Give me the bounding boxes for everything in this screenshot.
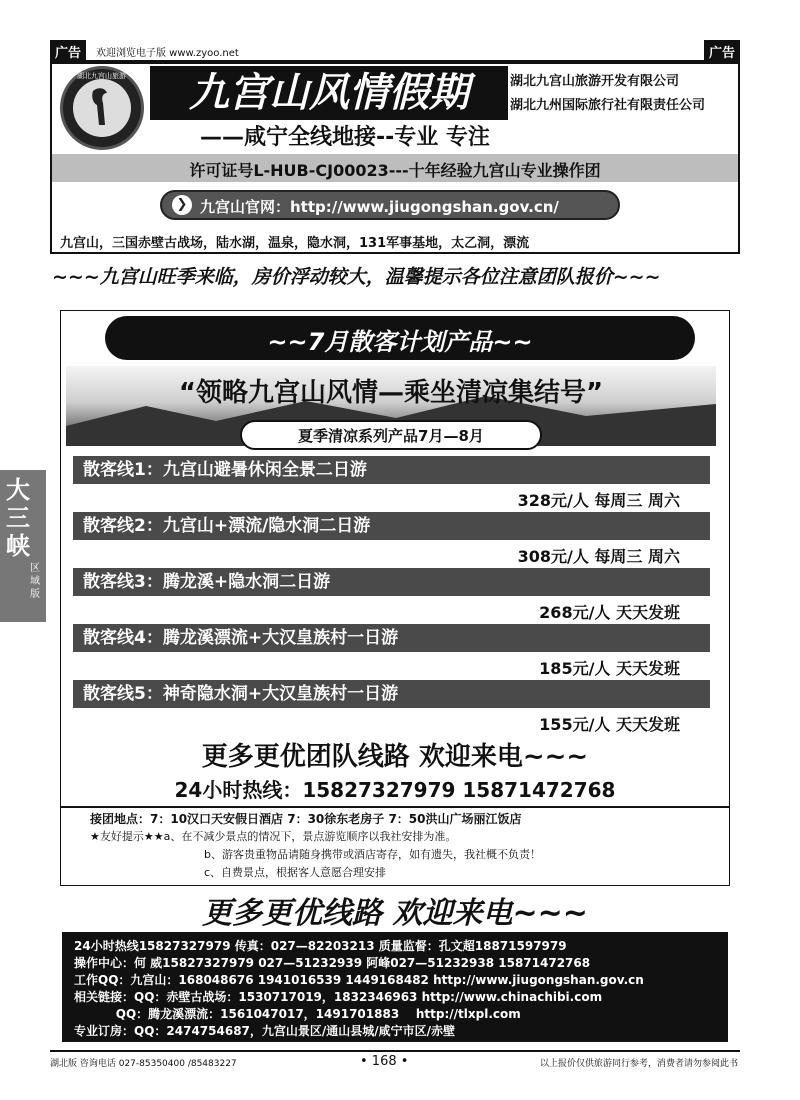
tip-c: c、自费景点，根据客人意愿合理安排	[204, 866, 387, 879]
license-text: 许可证号L-HUB-CJ00023---十年经验九宫山专业操作团	[189, 161, 601, 180]
route-4-price: 185元/人 天天发班	[539, 659, 680, 678]
hotline[interactable]: 24小时热线：15827327979 15871472768	[174, 778, 616, 802]
contact-line-5: QQ：腾龙溪漂流：1561047017，1491701883 http://tlxpl.com	[74, 1007, 521, 1021]
page-title: 九宫山风情假期	[189, 69, 469, 116]
tip-b: b、游客贵重物品请随身携带或酒店寄存，如有遗失，我社概不负责！	[204, 848, 541, 861]
notice-banner: ~~~九宫山旺季来临，房价浮动较大，温馨提示各位注意团队报价~~~	[52, 266, 661, 288]
side-tab[interactable]	[0, 470, 46, 622]
route-5-price: 155元/人 天天发班	[539, 715, 680, 734]
contact-line-2: 操作中心：何 威15827327979 027—51232939 阿峰027—51232938 15871472768	[74, 956, 591, 970]
figure-icon	[73, 79, 131, 137]
slogan: ——咸宁全线地接--专业 专注	[200, 125, 490, 150]
pickup-line: 接团地点：7：10汉口天安假日酒店 7：30徐东老房子 7：50洪山广场丽江饭店	[90, 812, 522, 826]
arrow-right-icon: ❯	[172, 195, 192, 215]
route-3[interactable]: 散客线3：腾龙溪+隐水洞二日游	[73, 568, 710, 596]
route-2[interactable]: 散客线2：九宫山+漂流/隐水洞二日游	[73, 512, 710, 540]
route-4[interactable]: 散客线4：腾龙溪漂流+大汉皇族村一日游	[73, 624, 710, 652]
more-call: 更多更优线路 欢迎来电~~~	[202, 896, 588, 931]
contact-line-1: 24小时热线15827327979 传真：027—82203213 质量监督：孔文超18871597979	[74, 939, 567, 953]
scenic-spots: 九宫山，三国赤壁古战场，陆水湖，温泉，隐水洞，131军事基地，太乙洞，漂流	[60, 236, 530, 251]
contact-line-6: 专业订房：QQ：2474754687，九宫山景区/通山县城/咸宁市区/赤壁	[74, 1024, 456, 1038]
route-2-price: 308元/人 每周三 周六	[517, 547, 680, 566]
company-name-2: 湖北九州国际旅行社有限责任公司	[510, 98, 706, 113]
site-url-text[interactable]: 欢迎浏览电子版 www.zyoo.net	[96, 48, 239, 59]
tip-a: ★友好提示★★a、在不减少景点的情况下，景点游览顺序以我社安排为准。	[90, 830, 457, 843]
contact-line-3: 工作QQ：九宫山：168048676 1941016539 1449168482 http://www.jiugongshan.gov.cn	[74, 973, 644, 987]
footer-left: 湖北版 咨询电话 027-85350400 /85483227	[50, 1059, 237, 1069]
route-3-price: 268元/人 天天发班	[539, 603, 680, 622]
tagline: “领略九宫山风情—乘坐清凉集结号”	[178, 378, 604, 408]
company-name-1: 湖北九宫山旅游开发有限公司	[510, 74, 680, 89]
route-1[interactable]: 散客线1：九宫山避暑休闲全景二日游	[73, 456, 710, 484]
contact-line-4: 相关链接：QQ：赤壁古战场：1530717019，1832346963 http://www.chinachibi.com	[74, 990, 603, 1004]
ad-tag-left: 广告	[50, 40, 86, 63]
ad-tag-right: 广告	[704, 40, 740, 63]
product-banner-text: ~~7月散客计划产品~~	[267, 328, 533, 356]
page-number: • 168 •	[360, 1054, 409, 1069]
season-text: 夏季清凉系列产品7月—8月	[298, 427, 484, 445]
side-tab-main: 大三峡	[6, 475, 30, 560]
seal-text: 湖北九宫山旅游	[77, 72, 126, 80]
route-5[interactable]: 散客线5：神奇隐水洞+大汉皇族村一日游	[73, 680, 710, 708]
seal-center	[73, 79, 131, 137]
company-seal	[60, 66, 144, 150]
side-tab-sub: 区域版	[30, 563, 40, 600]
route-1-price: 328元/人 每周三 周六	[517, 491, 680, 510]
website-link[interactable]: 九宫山官网：http://www.jiugongshan.gov.cn/	[200, 198, 559, 216]
footer-right: 以上报价仅供旅游同行参考，消费者请勿参阅此书	[539, 1059, 738, 1069]
team-call: 更多更优团队线路 欢迎来电~~~	[201, 742, 589, 772]
footer-rule	[50, 1050, 740, 1052]
